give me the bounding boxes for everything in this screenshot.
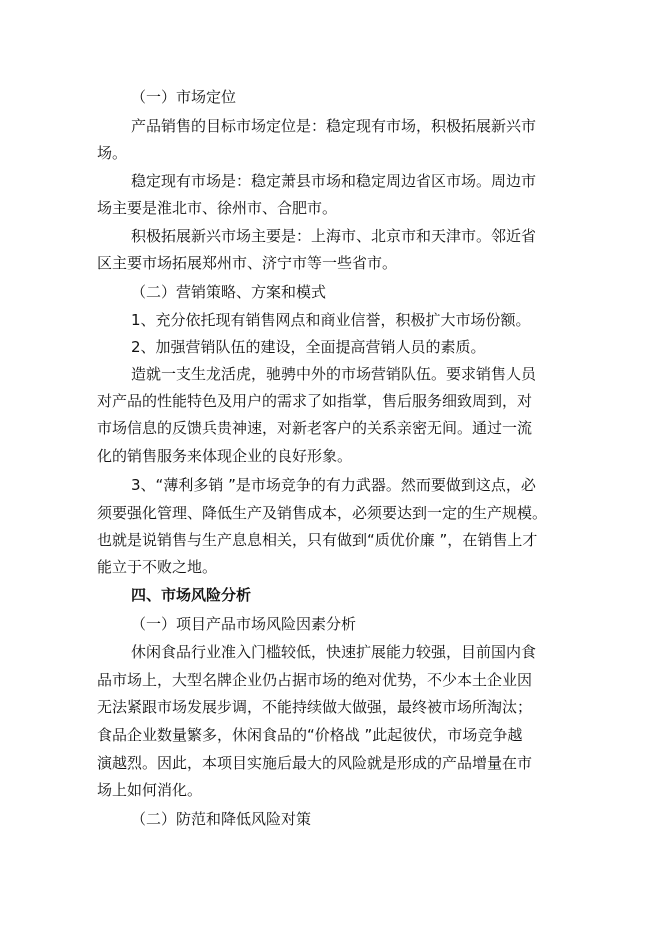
paragraph-line: 稳定现有市场是：稳定萧县市场和稳定周边省区市场。周边市 bbox=[131, 172, 537, 190]
paragraph-line: 演越烈。因此，本项目实施后最大的风险就是形成的产品增量在市 bbox=[97, 754, 533, 772]
paragraph-line: 场主要是淮北市、徐州市、合肥市。 bbox=[97, 199, 338, 217]
list-item: 1、充分依托现有销售网点和商业信誉，积极扩大市场份额。 bbox=[131, 311, 531, 329]
section-title-market-positioning: （一）市场定位 bbox=[131, 88, 237, 106]
list-item: 2、加强营销队伍的建设，全面提高营销人员的素质。 bbox=[131, 338, 486, 356]
paragraph-line: 造就一支生龙活虎，驰骋中外的市场营销队伍。要求销售人员 bbox=[131, 365, 537, 383]
paragraph-line: 休闲食品行业准入门槛较低，快速扩展能力较强，目前国内食 bbox=[131, 643, 537, 661]
paragraph-line: 化的销售服务来体现企业的良好形象。 bbox=[97, 447, 353, 465]
list-item: 3、“薄利多销 ”是市场竞争的有力武器。然而要做到这点，必 bbox=[131, 476, 536, 494]
paragraph-line: 区主要市场拓展郑州市、济宁市等一些省市。 bbox=[97, 254, 398, 272]
paragraph-line: 食品企业数量繁多，休闲食品的“价格战 ”此起彼伏，市场竞争越 bbox=[97, 726, 523, 744]
paragraph-line: 能立于不败之地。 bbox=[97, 558, 218, 576]
section-title-marketing-strategy: （二）营销策略、方案和模式 bbox=[131, 283, 327, 301]
chapter-heading-market-risk: 四、市场风险分析 bbox=[131, 586, 252, 604]
paragraph-line: 市场信息的反馈兵贵神速，对新老客户的关系亲密无间。通过一流 bbox=[97, 419, 533, 437]
section-title-risk-countermeasures: （二）防范和降低风险对策 bbox=[131, 810, 312, 828]
paragraph-line: 对产品的性能特色及用户的需求了如指掌，售后服务细致周到，对 bbox=[97, 392, 533, 410]
paragraph-line: 产品销售的目标市场定位是：稳定现有市场，积极拓展新兴市 bbox=[131, 117, 537, 135]
paragraph-line: 品市场上，大型名牌企业仍占据市场的绝对优势，不少本土企业因 bbox=[97, 671, 533, 689]
paragraph-line: 须要强化管理、降低生产及销售成本，必须要达到一定的生产规模。 bbox=[97, 504, 548, 522]
section-title-risk-factors: （一）项目产品市场风险因素分析 bbox=[131, 615, 357, 633]
paragraph-line: 无法紧跟市场发展步调，不能持续做大做强，最终被市场所淘汰； bbox=[97, 698, 533, 716]
paragraph-line: 场。 bbox=[97, 144, 128, 162]
paragraph-line: 积极拓展新兴市场主要是：上海市、北京市和天津市。邻近省 bbox=[131, 227, 537, 245]
paragraph-line: 也就是说销售与生产息息相关，只有做到“质优价廉 ”，在销售上才 bbox=[97, 531, 538, 549]
paragraph-line: 场上如何消化。 bbox=[97, 781, 203, 799]
